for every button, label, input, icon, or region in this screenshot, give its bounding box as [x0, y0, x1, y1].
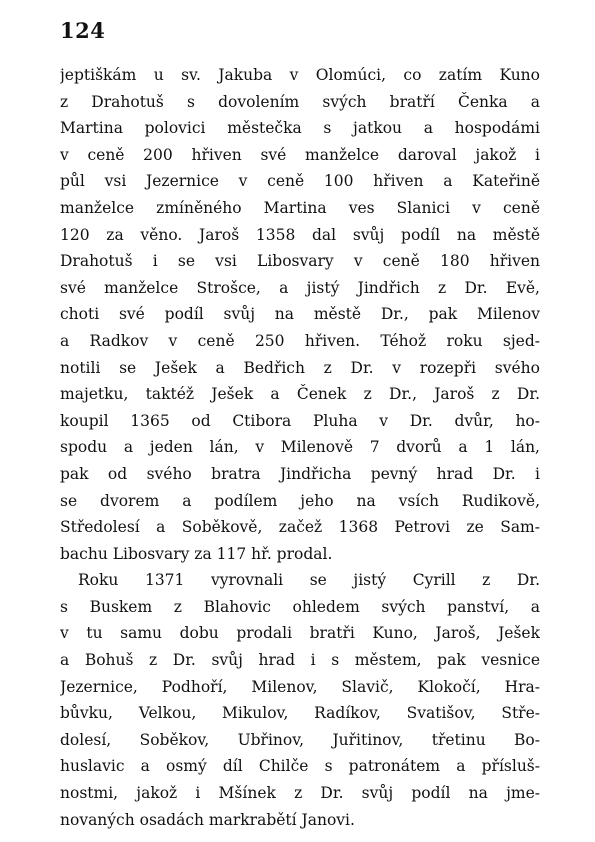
text-line: Drahotuš i se vsi Libosvary v ceně 180 hřiven [60, 252, 540, 271]
text-line: půl vsi Jezernice v ceně 100 hřiven a Kateřině [60, 172, 540, 191]
text-line: z Drahotuš s dovolením svých bratří Čenka a [60, 92, 540, 111]
text-line: bůvku, Velkou, Mikulov, Radíkov, Svatišov, Stře- [60, 704, 540, 723]
text-line: Středolesí a Soběkově, začež 1368 Petrovi ze Sam- [60, 518, 540, 537]
text-line: Martina polovici městečka s jatkou a hospodámi [60, 119, 540, 138]
text-line: v ceně 200 hřiven své manželce daroval jakož i [60, 145, 540, 164]
text-line: manželce zmíněného Martina ves Slanici v ceně [60, 198, 540, 217]
text-line: huslavic a osmý díl Chilče s patronátem a přísluš- [60, 757, 540, 776]
page-number: 124 [60, 18, 106, 43]
text-line: notili se Ješek a Bedřich z Dr. v rozepři svého [60, 358, 540, 377]
text-line: nostmi, jakož i Mšínek z Dr. svůj podíl na jme- [60, 784, 540, 803]
paragraph-end-line: bachu Libosvary za 117 hř. prodal. [60, 544, 333, 563]
text-line: 120 za věno. Jaroš 1358 dal svůj podíl na městě [60, 225, 540, 244]
text-line: majetku, taktéž Ješek a Čenek z Dr., Jaroš z Dr. [60, 385, 540, 404]
text-line: Jezernice, Podhoří, Milenov, Slavič, Klokočí, Hra- [60, 677, 540, 696]
text-line: své manželce Strošce, a jistý Jindřich z Dr. Evě, [60, 278, 540, 297]
paragraph-end-line: novaných osadách markrabětí Janovi. [60, 810, 355, 829]
paragraph-start-line: Roku 1371 vyrovnali se jistý Cyrill z Dr. [78, 571, 540, 590]
text-line: koupil 1365 od Ctibora Pluha v Dr. dvůr, ho- [60, 411, 540, 430]
text-line: a Radkov v ceně 250 hřiven. Téhož roku sjed- [60, 331, 540, 350]
text-line: spodu a jeden lán, v Milenově 7 dvorů a 1 lán, [60, 438, 540, 457]
text-line: s Buskem z Blahovic ohledem svých panství, a [60, 597, 540, 616]
text-line: pak od svého bratra Jindřicha pevný hrad Dr. i [60, 464, 540, 483]
text-line: choti své podíl svůj na městě Dr., pak Milenov [60, 305, 540, 324]
text-line: v tu samu dobu prodali bratři Kuno, Jaroš, Ješek [60, 624, 540, 643]
text-line: se dvorem a podílem jeho na vsích Rudikově, [60, 491, 540, 510]
body-text [60, 62, 540, 833]
text-line: a Bohuš z Dr. svůj hrad i s městem, pak vesnice [60, 651, 540, 670]
text-line: jeptiškám u sv. Jakuba v Olomúci, co zatím Kuno [60, 66, 540, 84]
text-line: dolesí, Soběkov, Ubřinov, Juřitinov, třetinu Bo- [60, 730, 540, 749]
